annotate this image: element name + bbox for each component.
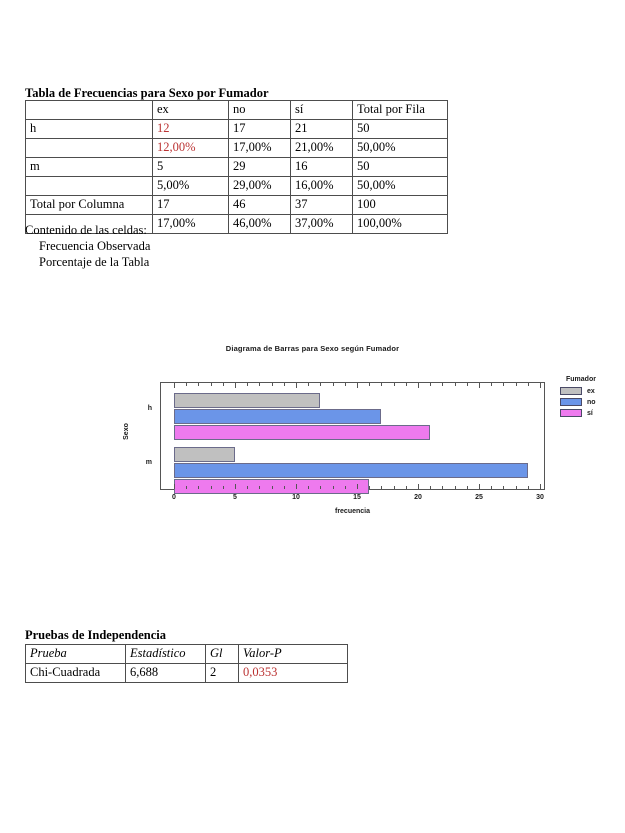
axis-tick: [198, 383, 199, 386]
axis-tick: [516, 383, 517, 386]
axis-tick: [369, 383, 370, 386]
table-row: [26, 139, 448, 158]
cell-value: 17,00%: [229, 139, 291, 158]
axis-tick: [284, 486, 285, 489]
cell-value: 46,00%: [229, 215, 291, 234]
cell-value: 100: [353, 196, 448, 215]
axis-tick: [259, 486, 260, 489]
cell-value: 16: [291, 158, 353, 177]
cell-value: 12,00%: [153, 139, 229, 158]
x-tick-label: 20: [414, 494, 422, 501]
axis-tick: [320, 383, 321, 386]
note-line: Porcentaje de la Tabla: [39, 255, 150, 269]
bar-chart: [0, 336, 625, 586]
axis-tick: [479, 484, 480, 489]
axis-tick: [491, 383, 492, 386]
axis-tick: [369, 486, 370, 489]
row-label: m: [26, 158, 153, 177]
axis-tick: [418, 383, 419, 388]
note-line: Frecuencia Observada: [39, 239, 151, 253]
independence-table-grid: [25, 644, 348, 683]
cell-value: 16,00%: [291, 177, 353, 196]
x-tick-label: 30: [536, 494, 544, 501]
axis-tick: [186, 486, 187, 489]
freq-col-header: [26, 101, 153, 120]
table-row: [26, 664, 348, 683]
table-row: [26, 120, 448, 139]
legend-swatch-ex: [560, 387, 582, 395]
axis-tick: [418, 484, 419, 489]
axis-tick: [455, 383, 456, 386]
axis-tick: [406, 486, 407, 489]
axis-tick: [223, 486, 224, 489]
chart-legend: [560, 376, 622, 419]
row-label: h: [26, 120, 153, 139]
cell-value: 17,00%: [153, 215, 229, 234]
axis-tick: [516, 486, 517, 489]
x-tick-label: 15: [353, 494, 361, 501]
axis-tick: [406, 383, 407, 386]
frequency-table-grid: [25, 100, 448, 234]
axis-tick: [540, 484, 541, 489]
axis-tick: [235, 484, 236, 489]
indep-col-header: Valor-P: [239, 645, 348, 664]
axis-tick: [442, 383, 443, 386]
axis-tick: [186, 383, 187, 386]
legend-label-ex: ex: [587, 387, 595, 395]
cell-value: Chi-Cuadrada: [26, 664, 126, 683]
cell-content-note: [25, 222, 150, 270]
axis-tick: [320, 486, 321, 489]
axis-tick: [430, 486, 431, 489]
axis-tick: [333, 383, 334, 386]
axis-tick: [174, 383, 175, 388]
cell-value: 50,00%: [353, 139, 448, 158]
axis-tick: [174, 484, 175, 489]
bar-h-no: [174, 409, 381, 424]
axis-tick: [211, 486, 212, 489]
axis-tick: [345, 383, 346, 386]
axis-tick: [345, 486, 346, 489]
freq-col-header: sí: [291, 101, 353, 120]
legend-swatch-si: [560, 409, 582, 417]
freq-col-header: Total por Fila: [353, 101, 448, 120]
table-row: [26, 196, 448, 215]
axis-tick: [296, 484, 297, 489]
axis-tick: [479, 383, 480, 388]
indep-col-header: Gl: [206, 645, 239, 664]
y-axis-label: Sexo: [122, 423, 130, 440]
axis-tick: [235, 383, 236, 388]
axis-tick: [491, 486, 492, 489]
row-label: [26, 177, 153, 196]
chart-title: Diagrama de Barras para Sexo según Fumador: [225, 344, 400, 353]
axis-tick: [333, 486, 334, 489]
axis-tick: [296, 383, 297, 388]
legend-swatch-no: [560, 398, 582, 406]
axis-tick: [247, 486, 248, 489]
axis-tick: [528, 486, 529, 489]
frequency-table: [25, 100, 447, 234]
axis-tick: [308, 486, 309, 489]
axis-tick: [198, 486, 199, 489]
x-tick-label: 25: [475, 494, 483, 501]
axis-tick: [381, 383, 382, 386]
axis-tick: [357, 383, 358, 388]
axis-tick: [272, 383, 273, 386]
axis-tick: [503, 486, 504, 489]
cell-value-pvalue: 0,0353: [239, 664, 348, 683]
y-tick-label-m: m: [145, 459, 152, 466]
cell-value: 17: [153, 196, 229, 215]
row-label: Total por Columna: [26, 196, 153, 215]
cell-value: 12: [153, 120, 229, 139]
cell-value: 21: [291, 120, 353, 139]
axis-tick: [394, 486, 395, 489]
legend-item-si: [560, 408, 622, 418]
axis-tick: [381, 486, 382, 489]
bar-m-no: [174, 463, 528, 478]
table-row: [26, 158, 448, 177]
cell-value: 29,00%: [229, 177, 291, 196]
legend-item-no: [560, 397, 622, 407]
axis-tick: [284, 383, 285, 386]
table-row: [26, 177, 448, 196]
axis-tick: [467, 486, 468, 489]
axis-tick: [272, 486, 273, 489]
axis-tick: [211, 383, 212, 386]
legend-title: Fumador: [566, 376, 596, 383]
row-label: [26, 139, 153, 158]
axis-tick: [540, 383, 541, 388]
cell-value: 5,00%: [153, 177, 229, 196]
bar-h-sí: [174, 425, 430, 440]
axis-tick: [223, 383, 224, 386]
independence-table-title: Pruebas de Independencia: [25, 628, 166, 642]
table-header-row: [26, 645, 348, 664]
axis-tick: [308, 383, 309, 386]
legend-label-no: no: [587, 398, 596, 406]
freq-table-title: Tabla de Frecuencias para Sexo por Fumador: [25, 86, 269, 100]
cell-value: 21,00%: [291, 139, 353, 158]
x-tick-label: 10: [292, 494, 300, 501]
axis-tick: [394, 383, 395, 386]
axis-tick: [259, 383, 260, 386]
cell-value: 50,00%: [353, 177, 448, 196]
axis-tick: [442, 486, 443, 489]
axis-tick: [357, 484, 358, 489]
note-heading: Contenido de las celdas:: [25, 223, 147, 237]
plot-area: [160, 382, 545, 490]
cell-value: 37,00%: [291, 215, 353, 234]
cell-value: 17: [229, 120, 291, 139]
plot-inner: [174, 383, 540, 489]
x-tick-label: 5: [233, 494, 237, 501]
bar-h-ex: [174, 393, 320, 408]
bar-m-ex: [174, 447, 235, 462]
axis-tick: [430, 383, 431, 386]
cell-value: 50: [353, 158, 448, 177]
cell-value: 6,688: [126, 664, 206, 683]
cell-value: 100,00%: [353, 215, 448, 234]
table-header-row: [26, 101, 448, 120]
x-tick-label: 0: [172, 494, 176, 501]
independence-table: [25, 644, 347, 683]
cell-value: 29: [229, 158, 291, 177]
cell-value: 50: [353, 120, 448, 139]
cell-value: 2: [206, 664, 239, 683]
indep-col-header: Prueba: [26, 645, 126, 664]
freq-col-header: ex: [153, 101, 229, 120]
cell-value: 5: [153, 158, 229, 177]
x-axis-label: frecuencia: [334, 508, 371, 515]
legend-label-si: sí: [587, 409, 593, 417]
axis-tick: [528, 383, 529, 386]
cell-value: 46: [229, 196, 291, 215]
axis-tick: [503, 383, 504, 386]
axis-tick: [455, 486, 456, 489]
axis-tick: [247, 383, 248, 386]
cell-value: 37: [291, 196, 353, 215]
y-tick-label-h: h: [147, 405, 152, 412]
legend-item-ex: [560, 386, 622, 396]
indep-col-header: Estadístico: [126, 645, 206, 664]
freq-col-header: no: [229, 101, 291, 120]
axis-tick: [467, 383, 468, 386]
